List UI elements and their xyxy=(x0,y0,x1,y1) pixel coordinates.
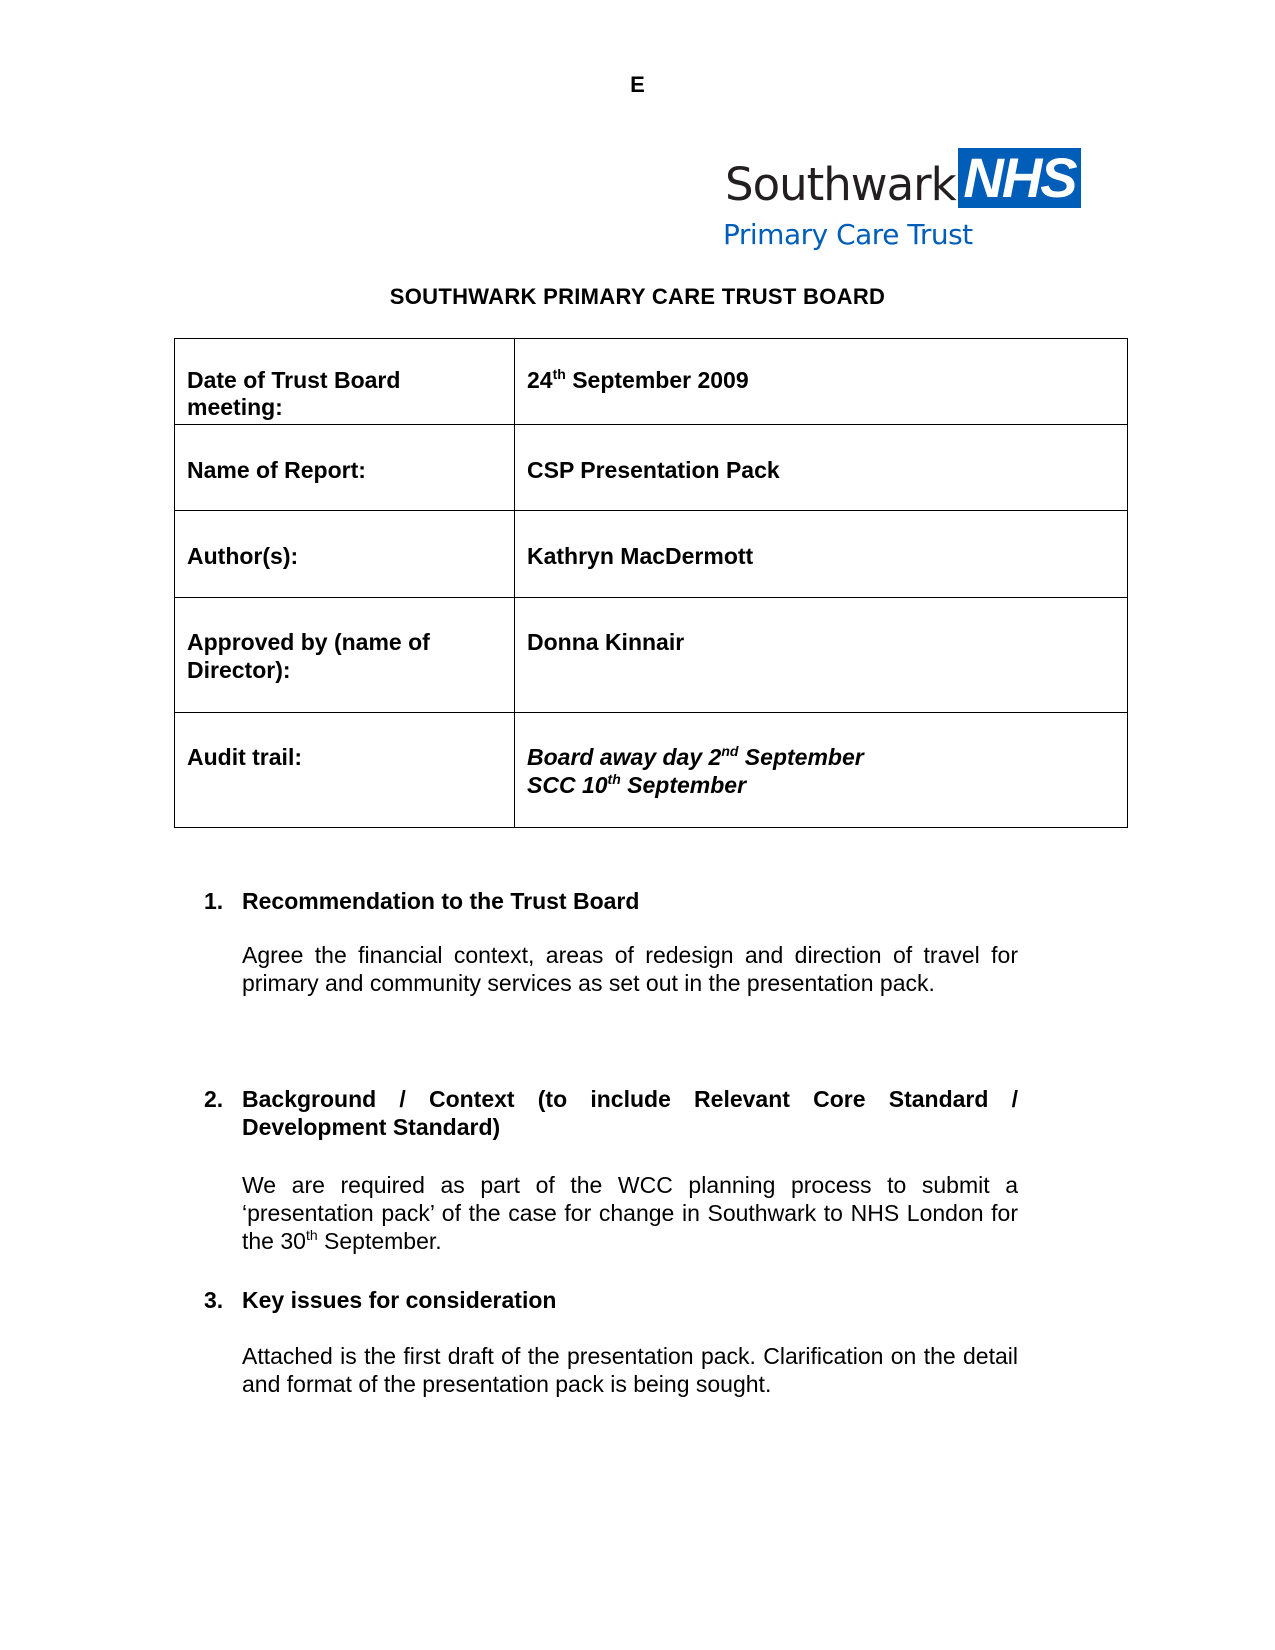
audit-line-2-rest: September xyxy=(620,772,747,798)
southwark-nhs-logo xyxy=(725,148,1085,258)
audit-line-1-text: Board away day 2 xyxy=(527,744,722,770)
audit-trail-value xyxy=(515,713,1128,828)
table-row xyxy=(175,425,1128,511)
logo-org-name: Southwark xyxy=(725,158,956,211)
section-key-issues xyxy=(204,1286,1018,1398)
author-label: Author(s): xyxy=(175,511,515,598)
section-heading xyxy=(204,1085,1018,1141)
nhs-badge: NHS xyxy=(958,148,1081,208)
date-rest: September 2009 xyxy=(565,367,749,393)
table-row xyxy=(175,598,1128,713)
section-number: 1. xyxy=(204,888,224,914)
audit-line-2-text: SCC 10 xyxy=(527,772,608,798)
section-number: 2. xyxy=(204,1086,224,1112)
section-heading-text: Recommendation to the Trust Board xyxy=(242,888,640,914)
date-value xyxy=(515,339,1128,425)
audit-line-2 xyxy=(527,771,1115,799)
audit-line-1-sup: nd xyxy=(721,743,739,759)
section-body-text: We are required as part of the WCC planning process to submit a ‘presentation pack’ of the case for change in Southwark to NHS London for the 30 xyxy=(242,1172,1018,1254)
audit-trail-label: Audit trail: xyxy=(175,713,515,828)
audit-line-1 xyxy=(527,743,1115,771)
section-heading xyxy=(204,887,1018,915)
section-body: Agree the financial context, areas of redesign and direction of travel for primary and community services as set out in the presentation pack. xyxy=(242,942,1018,996)
approved-by-label: Approved by (name of Director): xyxy=(175,598,515,713)
report-details-table xyxy=(174,338,1128,828)
approved-by-value: Donna Kinnair xyxy=(515,598,1128,713)
section-heading-text: Key issues for consideration xyxy=(242,1287,557,1313)
section-number: 3. xyxy=(204,1287,224,1313)
document-title: SOUTHWARK PRIMARY CARE TRUST BOARD xyxy=(389,284,886,309)
section-background xyxy=(204,1085,1018,1255)
logo-org-subtitle: Primary Care Trust xyxy=(723,218,973,251)
date-day: 24 xyxy=(527,367,553,393)
report-name-label: Name of Report: xyxy=(175,425,515,511)
audit-line-1-rest: September xyxy=(738,744,864,770)
section-recommendation xyxy=(204,887,1018,997)
audit-line-2-sup: th xyxy=(607,771,621,787)
section-body-sup: th xyxy=(305,1227,318,1243)
section-heading xyxy=(204,1286,1018,1314)
section-body: Attached is the first draft of the presentation pack. Clarification on the detail and format of the presentation pack is being sought. xyxy=(242,1343,1018,1397)
table-row xyxy=(175,713,1128,828)
section-body xyxy=(242,1171,1018,1255)
report-name-value: CSP Presentation Pack xyxy=(515,425,1128,511)
table-row xyxy=(175,511,1128,598)
author-value: Kathryn MacDermott xyxy=(515,511,1128,598)
section-body-rest: September. xyxy=(317,1228,442,1254)
section-heading-text: Background / Context (to include Relevant Core Standard / Development Standard) xyxy=(242,1086,1018,1140)
date-label: Date of Trust Board meeting: xyxy=(175,339,515,425)
page-letter: E xyxy=(630,72,645,97)
table-row xyxy=(175,339,1128,425)
date-suffix: th xyxy=(552,366,566,382)
